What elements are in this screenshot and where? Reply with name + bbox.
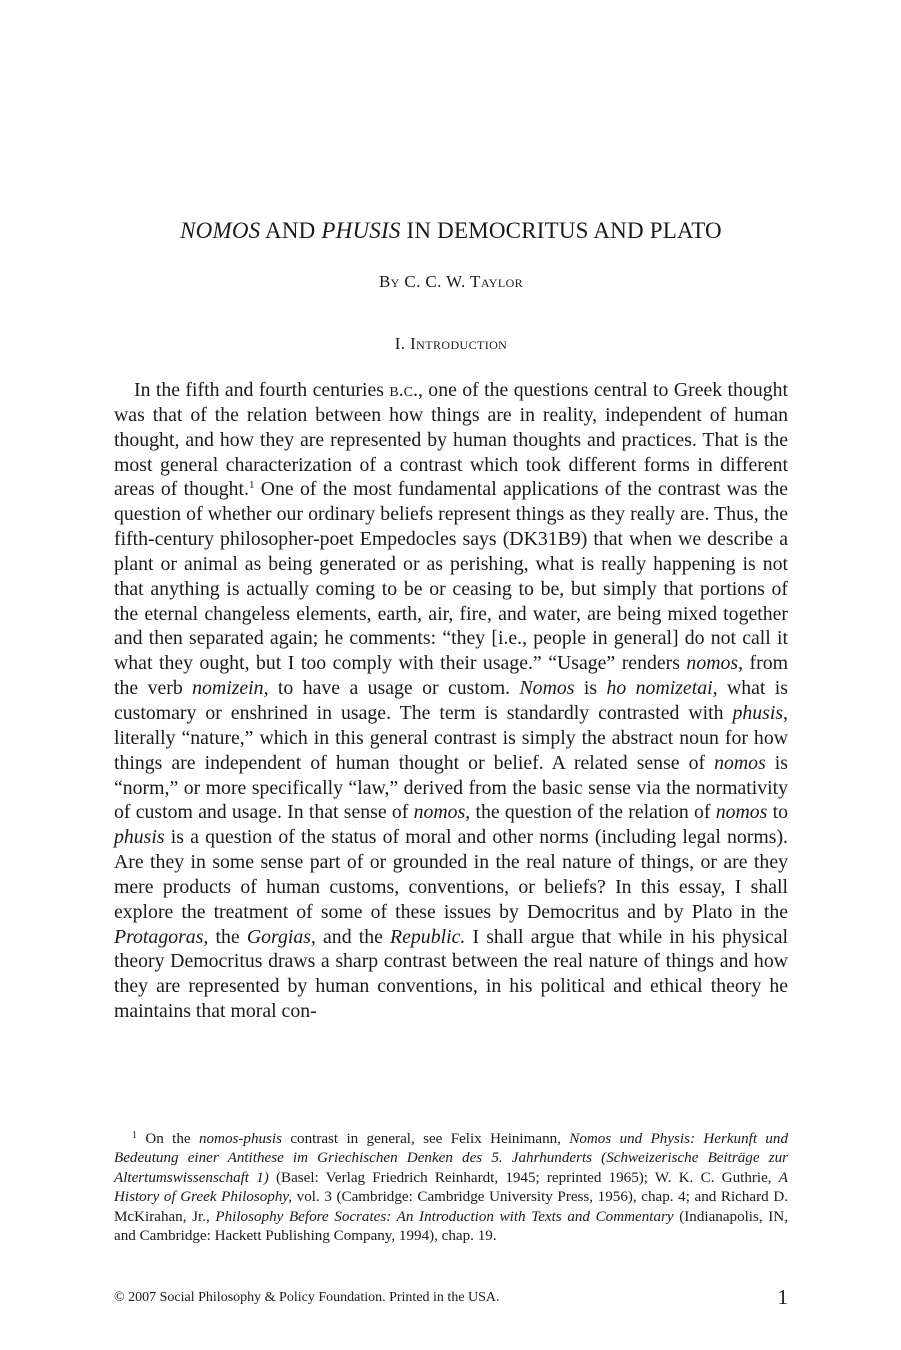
body-run: the: [208, 925, 247, 948]
italic-term: nomos,: [413, 801, 471, 824]
footnote: [114, 1130, 788, 1246]
page: [114, 0, 788, 1350]
page-number: 1: [777, 1285, 788, 1309]
copyright-notice: © 2007 Social Philosophy & Policy Foundation. Printed in the USA.: [114, 1290, 500, 1305]
footnote-run: On the: [137, 1131, 199, 1147]
body-run: I shall argue that while in his physical theory Democritus draws a sharp contrast between the real nature of things and how they are represented by human conventions, in his political and ethical theory he maintains that moral con-: [114, 925, 788, 1023]
footnote-italic: Philosophy Before Socrates: An Introduction with Texts and Commentary: [215, 1208, 674, 1225]
title-and: AND: [260, 218, 322, 243]
body-text: [114, 378, 788, 1024]
bc-abbrev: b.c.: [389, 379, 418, 401]
footnote-italic: nomos-phusis: [198, 1131, 282, 1147]
italic-title: Protagoras,: [114, 925, 209, 948]
title-phusis: PHUSIS: [321, 218, 401, 243]
italic-term: ho nomizetai,: [606, 677, 718, 700]
body-run: is a question of the status of moral and other norms (including legal norms). Are they in some sense part of or grounded in the real nature of things, or are they mere products of human customs, conventions, or beliefs? In this essay, I shall explore the treatment of some of these issues by Democritus and by Plato in the: [114, 826, 788, 923]
italic-term: nomos: [715, 801, 768, 824]
italic-title: Republic.: [390, 925, 466, 948]
footnote-ref: 1: [249, 479, 255, 492]
footnote-run: (Basel: Verlag Friedrich Reinhardt, 1945; reprinted 1965); W. K. C. Guthrie,: [268, 1169, 779, 1186]
body-run: is: [574, 677, 607, 700]
italic-term: Nomos: [519, 677, 575, 700]
title-rest: IN DEMOCRITUS AND PLATO: [400, 218, 722, 243]
title-nomos: NOMOS: [180, 218, 261, 243]
body-paragraph: [114, 378, 788, 1024]
footnote-run: vol. 3 (Cambridge: Cambridge University Press, 1956), chap. 4; and Richard D. McKirahan, Jr.,: [114, 1189, 788, 1225]
italic-term: nomos,: [686, 652, 744, 675]
body-run: literally “nature,” which in this general contrast is simply the abstract noun for how things are independent of human thought or belief. A related sense of: [114, 726, 788, 774]
italic-term: phusis: [114, 826, 165, 849]
section-heading: I. Introduction: [394, 334, 508, 353]
footnote-run: contrast in general, see Felix Heinimann,: [281, 1131, 570, 1147]
body-run: to: [767, 801, 788, 824]
author-byline: By C. C. W. Taylor: [378, 272, 524, 291]
body-run: what is customary or enshrined in usage. The term is standardly contrasted with: [114, 677, 788, 724]
body-run: the question of the relation of: [470, 801, 716, 824]
body-run: to have a usage or custom.: [268, 677, 520, 700]
footnote-italic: A History of Greek Philosophy,: [114, 1169, 789, 1206]
article-title: [114, 218, 788, 244]
footnote-number: 1: [132, 1130, 137, 1141]
footnote-run: (Indianapolis, IN, and Cambridge: Hackett Publishing Company, 1994), chap. 19.: [114, 1208, 788, 1245]
italic-term: nomos: [714, 751, 766, 774]
body-run: In the fifth and fourth centuries: [134, 379, 390, 401]
body-run: , one of the questions central to Greek thought was that of the relation between how things are in reality, independent of human thought, and how they are represented by human thoughts and practices. That is the most general characterization of a contrast which took different forms in different areas of thought.: [114, 379, 788, 501]
italic-term: phusis,: [732, 701, 788, 724]
italic-title: Gorgias,: [246, 925, 316, 948]
italic-term: nomizein,: [192, 677, 269, 700]
body-run: One of the most fundamental applications of the contrast was the question of whether our ordinary beliefs represent things as they really are. Thus, the fifth-century philosopher-poet Empedocles says (DK31B9) that when we describe a plant or animal as being generated or as perishing, what is really happening is not that anything is actually coming to be or ceasing to be, but simply that portions of the eternal changeless elements, earth, air, fire, and water, are being mixed together and then separated again; he comments: “they [i.e., people in general] do not call it what they ought, but I too comply with their usage.” “Usage” renders: [114, 478, 788, 675]
body-run: is “norm,” or more specifically “law,” derived from the basic sense via the normativity of custom and usage. In that sense of: [114, 751, 788, 824]
footnote-paragraph: [114, 1130, 788, 1246]
body-run: from the verb: [114, 652, 788, 700]
footnote-italic: Nomos und Physis: Herkunft und Bedeutung einer Antithese im Griechischen Denken des 5. Jahrhunderts (Schweizerische Beiträge zur Altertumswissenschaft 1): [114, 1131, 789, 1186]
body-run: and the: [315, 925, 391, 948]
